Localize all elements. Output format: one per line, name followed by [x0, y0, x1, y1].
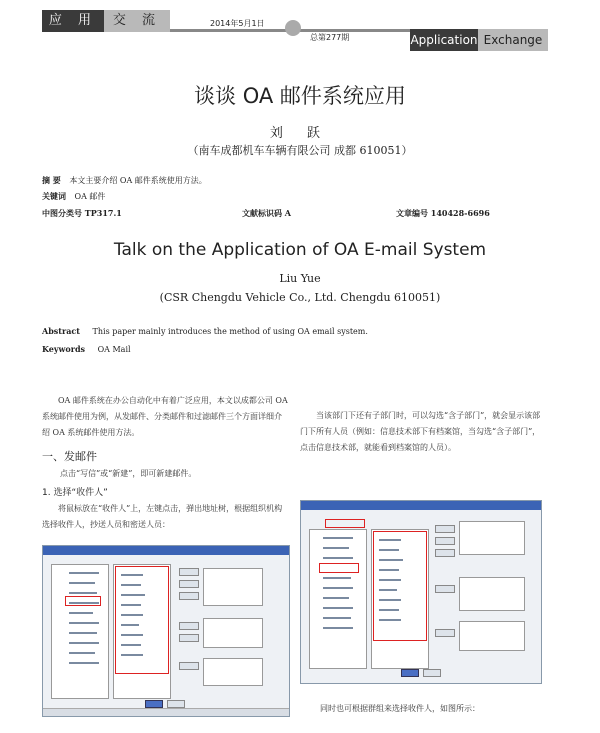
- highlight-box: [65, 596, 101, 606]
- tree-line: [323, 537, 353, 539]
- column-tag-secondary: 交 流: [104, 10, 170, 32]
- list-line: [121, 614, 143, 616]
- keywords-cn-label: 关键词: [42, 191, 66, 201]
- clear-button[interactable]: [435, 549, 455, 557]
- tree-line: [323, 577, 351, 579]
- keywords-en-label: Keywords: [42, 344, 86, 354]
- bcc-box[interactable]: [203, 658, 263, 686]
- list-line: [379, 599, 401, 601]
- keywords-en-text: OA Mail: [97, 345, 131, 354]
- column-tag-primary: 应 用: [42, 10, 104, 32]
- highlight-box: [373, 531, 427, 641]
- list-line: [121, 624, 139, 626]
- list-line: [379, 609, 399, 611]
- list-line: [379, 579, 401, 581]
- body-paragraph-groups: 同时也可根据群组来选择收件人，如图所示：: [320, 704, 480, 713]
- cancel-button[interactable]: [423, 669, 441, 677]
- column-tag-en-primary: Application: [410, 29, 478, 51]
- add-button[interactable]: [435, 525, 455, 533]
- tree-line: [69, 612, 93, 614]
- abstract-cn-text: 本文主要介绍 OA 邮件系统使用方法。: [69, 176, 207, 185]
- remove-cc-button[interactable]: [179, 634, 199, 642]
- figure-address-dialog-1: [42, 545, 290, 717]
- keywords-cn: [42, 191, 105, 202]
- list-line: [379, 589, 397, 591]
- highlight-box: [115, 566, 169, 674]
- list-line: [121, 604, 141, 606]
- author: 刘 跃: [269, 126, 331, 141]
- cc-box[interactable]: [203, 618, 263, 648]
- figure-address-dialog-2: [300, 500, 542, 684]
- classification-code: 中图分类号 TP317.1: [42, 208, 122, 218]
- tree-line: [69, 632, 97, 634]
- tree-line: [69, 582, 95, 584]
- column-tag: [42, 10, 170, 32]
- add-bcc-button[interactable]: [179, 662, 199, 670]
- column-tag-en-secondary: Exchange: [478, 29, 548, 51]
- remove-button[interactable]: [435, 537, 455, 545]
- remove-button[interactable]: [179, 580, 199, 588]
- recipient-box[interactable]: [203, 568, 263, 606]
- ok-button[interactable]: [401, 669, 419, 677]
- list-line: [379, 569, 399, 571]
- affiliation-en: (CSR Chengdu Vehicle Co., Ltd. Chengdu 610051): [159, 291, 441, 304]
- body-paragraph-address-tree: 将鼠标放在“收件人”上，左键点击，弹出地址树，根据组织机构选择收件人，抄送人员和密送人员：: [42, 504, 283, 529]
- issue-date: 2014年5月1日: [210, 19, 265, 28]
- tree-line: [323, 557, 353, 559]
- list-line: [121, 654, 143, 656]
- abstract-cn: [42, 175, 207, 186]
- tree-line: [69, 642, 99, 644]
- add-button[interactable]: [179, 568, 199, 576]
- body-paragraph-intro: OA 邮件系统在办公自动化中有着广泛应用，本文以成都公司 OA 系统邮件使用为例，从发邮件、分类邮件和过滤邮件三个方面详细介绍 OA 系统邮件使用方法。: [42, 396, 288, 437]
- tree-line: [69, 652, 95, 654]
- add-bcc-button[interactable]: [435, 629, 455, 637]
- tree-line: [69, 622, 99, 624]
- body-paragraph-new-mail: 点击“写信”或“新建”，即可新建邮件。: [60, 469, 197, 478]
- list-line: [121, 644, 141, 646]
- add-cc-button[interactable]: [435, 585, 455, 593]
- list-line: [121, 634, 143, 636]
- list-line: [379, 619, 401, 621]
- list-line: [379, 539, 401, 541]
- add-cc-button[interactable]: [179, 622, 199, 630]
- abstract-en-text: This paper mainly introduces the method of using OA email system.: [92, 327, 368, 336]
- header-dot: [285, 20, 301, 36]
- keywords-cn-text: OA 邮件: [74, 192, 106, 201]
- issue-number: 总第277期: [310, 33, 350, 42]
- column-tag-en: [410, 29, 542, 51]
- tree-line: [69, 572, 99, 574]
- address-tree-pane: [309, 529, 367, 669]
- clear-button[interactable]: [179, 592, 199, 600]
- tree-line: [323, 617, 351, 619]
- highlight-box: [319, 563, 359, 573]
- list-line: [379, 549, 399, 551]
- bcc-box[interactable]: [459, 621, 525, 651]
- cancel-button[interactable]: [167, 700, 185, 708]
- tree-line: [69, 662, 99, 664]
- section-heading-send: 一、发邮件: [42, 450, 97, 463]
- paper-title: 谈谈 OA 邮件系统应用: [194, 84, 406, 108]
- list-line: [379, 559, 403, 561]
- abstract-en-label: Abstract: [42, 326, 80, 336]
- subsection-heading-recipient: 1. 选择“收件人”: [42, 488, 108, 498]
- cc-box[interactable]: [459, 577, 525, 611]
- tree-line: [323, 627, 353, 629]
- tree-line: [323, 587, 353, 589]
- recipient-box[interactable]: [459, 521, 525, 555]
- list-line: [121, 584, 141, 586]
- article-number: 文章编号 140428-6696: [396, 208, 490, 218]
- document-code: 文献标识码 A: [242, 208, 291, 218]
- author-en: Liu Yue: [279, 272, 321, 285]
- list-line: [121, 574, 143, 576]
- keywords-en: [42, 344, 131, 354]
- tree-line: [323, 547, 349, 549]
- paper-title-en: Talk on the Application of OA E-mail System: [113, 240, 487, 260]
- tree-line: [323, 597, 349, 599]
- tree-line: [69, 592, 97, 594]
- affiliation: （南车成都机车车辆有限公司 成都 610051）: [187, 144, 413, 157]
- body-paragraph-sub-department: 当该部门下还有子部门时，可以勾选“含子部门”，就会显示该部门下所有人员（例如：信息技术部下有档案馆，当勾选“含子部门”，点击信息技术部，就能看到档案馆的人员）。: [300, 411, 541, 452]
- dialog-titlebar: [301, 501, 541, 510]
- abstract-cn-label: 摘 要: [42, 175, 61, 185]
- status-bar: [43, 708, 289, 716]
- highlight-box: [325, 519, 365, 528]
- dialog-titlebar: [43, 546, 289, 555]
- ok-button[interactable]: [145, 700, 163, 708]
- list-line: [121, 594, 145, 596]
- tree-line: [323, 607, 353, 609]
- abstract-en: [42, 326, 368, 336]
